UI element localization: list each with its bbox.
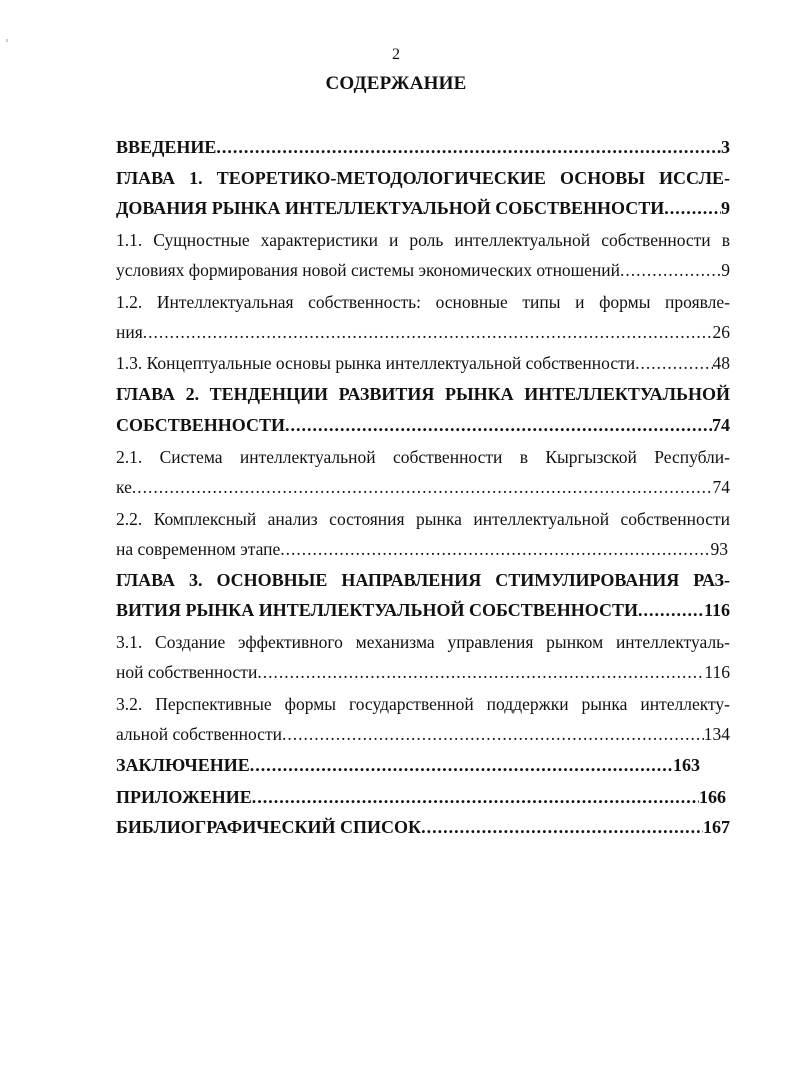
toc-section-2-2-line2[interactable]	[116, 538, 728, 560]
toc-entry-label: СОБСТВЕННОСТИ	[116, 415, 286, 435]
dot-leader	[620, 259, 721, 281]
margin-mark: ¹	[6, 38, 9, 46]
toc-entry-label: ДОВАНИЯ РЫНКА ИНТЕЛЛЕКТУАЛЬНОЙ СОБСТВЕННОСТИ	[116, 198, 665, 218]
page-title: СОДЕРЖАНИЕ	[325, 73, 467, 94]
dot-leader	[257, 661, 704, 683]
toc-page-number: 116	[704, 662, 730, 682]
toc-entry-label: ния	[116, 322, 143, 342]
dot-leader	[132, 476, 713, 498]
toc-page-number: 93	[710, 539, 728, 559]
toc-entry-label: ке	[116, 477, 132, 497]
toc-chapter2-line1[interactable]: ГЛАВА 2. ТЕНДЕНЦИИ РАЗВИТИЯ РЫНКА ИНТЕЛЛЕКТУАЛЬНОЙ	[116, 384, 730, 404]
toc-chapter1-line2[interactable]	[116, 197, 730, 219]
dot-leader	[280, 538, 710, 560]
toc-section-2-1-line2[interactable]	[116, 476, 730, 498]
toc-entry-label: ВВЕДЕНИЕ	[116, 137, 217, 157]
toc-chapter3-line1[interactable]: ГЛАВА 3. ОСНОВНЫЕ НАПРАВЛЕНИЯ СТИМУЛИРОВАНИЯ РАЗ-	[116, 570, 730, 590]
dot-leader	[664, 197, 721, 219]
toc-entry-label: ВИТИЯ РЫНКА ИНТЕЛЛЕКТУАЛЬНОЙ СОБСТВЕННОСТИ	[116, 600, 639, 620]
toc-section-1-1-line2[interactable]	[116, 259, 730, 281]
toc-page-number: 163	[673, 755, 700, 775]
toc-entry-label: ПРИЛОЖЕНИЕ	[116, 787, 252, 807]
dot-leader	[252, 786, 699, 808]
dot-leader	[143, 321, 713, 343]
toc-entry-label: на современном этапе	[116, 539, 281, 559]
toc-page-number: 26	[712, 322, 730, 342]
toc-entry-label: ЗАКЛЮЧЕНИЕ	[116, 755, 250, 775]
toc-page-number: 134	[703, 724, 730, 744]
toc-entry-conclusion[interactable]	[116, 754, 700, 776]
toc-chapter3-line2[interactable]	[116, 599, 730, 621]
toc-entry-label: альной собственности	[116, 724, 282, 744]
toc-page-number: 116	[703, 600, 730, 620]
toc-section-2-2-line1[interactable]: 2.2. Комплексный анализ состояния рынка интеллектуальной собственности	[116, 509, 730, 529]
dot-leader	[421, 816, 703, 838]
dot-leader	[635, 352, 712, 374]
toc-page-number: 167	[703, 817, 730, 837]
page-number: 2	[392, 46, 400, 63]
dot-leader	[285, 414, 712, 436]
toc-page-number: 74	[712, 415, 730, 435]
toc-entry-intro[interactable]	[116, 136, 730, 158]
dot-leader	[216, 136, 721, 158]
toc-section-2-1-line1[interactable]: 2.1. Система интеллектуальной собственности в Кыргызской Республи-	[116, 447, 730, 467]
toc-entry-label: условиях формирования новой системы экономических отношений	[116, 260, 621, 280]
dot-leader	[638, 599, 704, 621]
toc-entry-label: 1.3. Концептуальные основы рынка интеллектуальной собственности	[116, 353, 636, 373]
toc-entry-label: ной собственности	[116, 662, 258, 682]
toc-page-number: 48	[712, 353, 730, 373]
toc-entry-label: БИБЛИОГРАФИЧЕСКИЙ СПИСОК	[116, 817, 422, 837]
toc-page-number: 9	[721, 198, 730, 218]
dot-leader	[282, 723, 704, 745]
toc-section-1-1-line1[interactable]: 1.1. Сущностные характеристики и роль интеллектуальной собственности в	[116, 230, 730, 250]
toc-section-3-1-line1[interactable]: 3.1. Создание эффективного механизма управления рынком интеллектуаль-	[116, 632, 730, 652]
toc-page-number: 9	[721, 260, 730, 280]
toc-section-1-3[interactable]	[116, 352, 730, 374]
toc-entry-bibliography[interactable]	[116, 816, 730, 838]
toc-section-1-2-line1[interactable]: 1.2. Интеллектуальная собственность: основные типы и формы проявле-	[116, 292, 730, 312]
toc-section-3-1-line2[interactable]	[116, 661, 730, 683]
toc-section-3-2-line2[interactable]	[116, 723, 730, 745]
toc-section-1-2-line2[interactable]	[116, 321, 730, 343]
toc-section-3-2-line1[interactable]: 3.2. Перспективные формы государственной поддержки рынка интеллекту-	[116, 694, 730, 714]
toc-page-number: 74	[712, 477, 730, 497]
toc-page-number: 166	[699, 787, 726, 807]
toc-chapter1-line1[interactable]: ГЛАВА 1. ТЕОРЕТИКО-МЕТОДОЛОГИЧЕСКИЕ ОСНОВЫ ИССЛЕ-	[116, 168, 730, 188]
toc-chapter2-line2[interactable]	[116, 414, 730, 436]
toc-page-number: 3	[721, 137, 730, 157]
toc-entry-appendix[interactable]	[116, 786, 726, 808]
dot-leader	[250, 754, 673, 776]
